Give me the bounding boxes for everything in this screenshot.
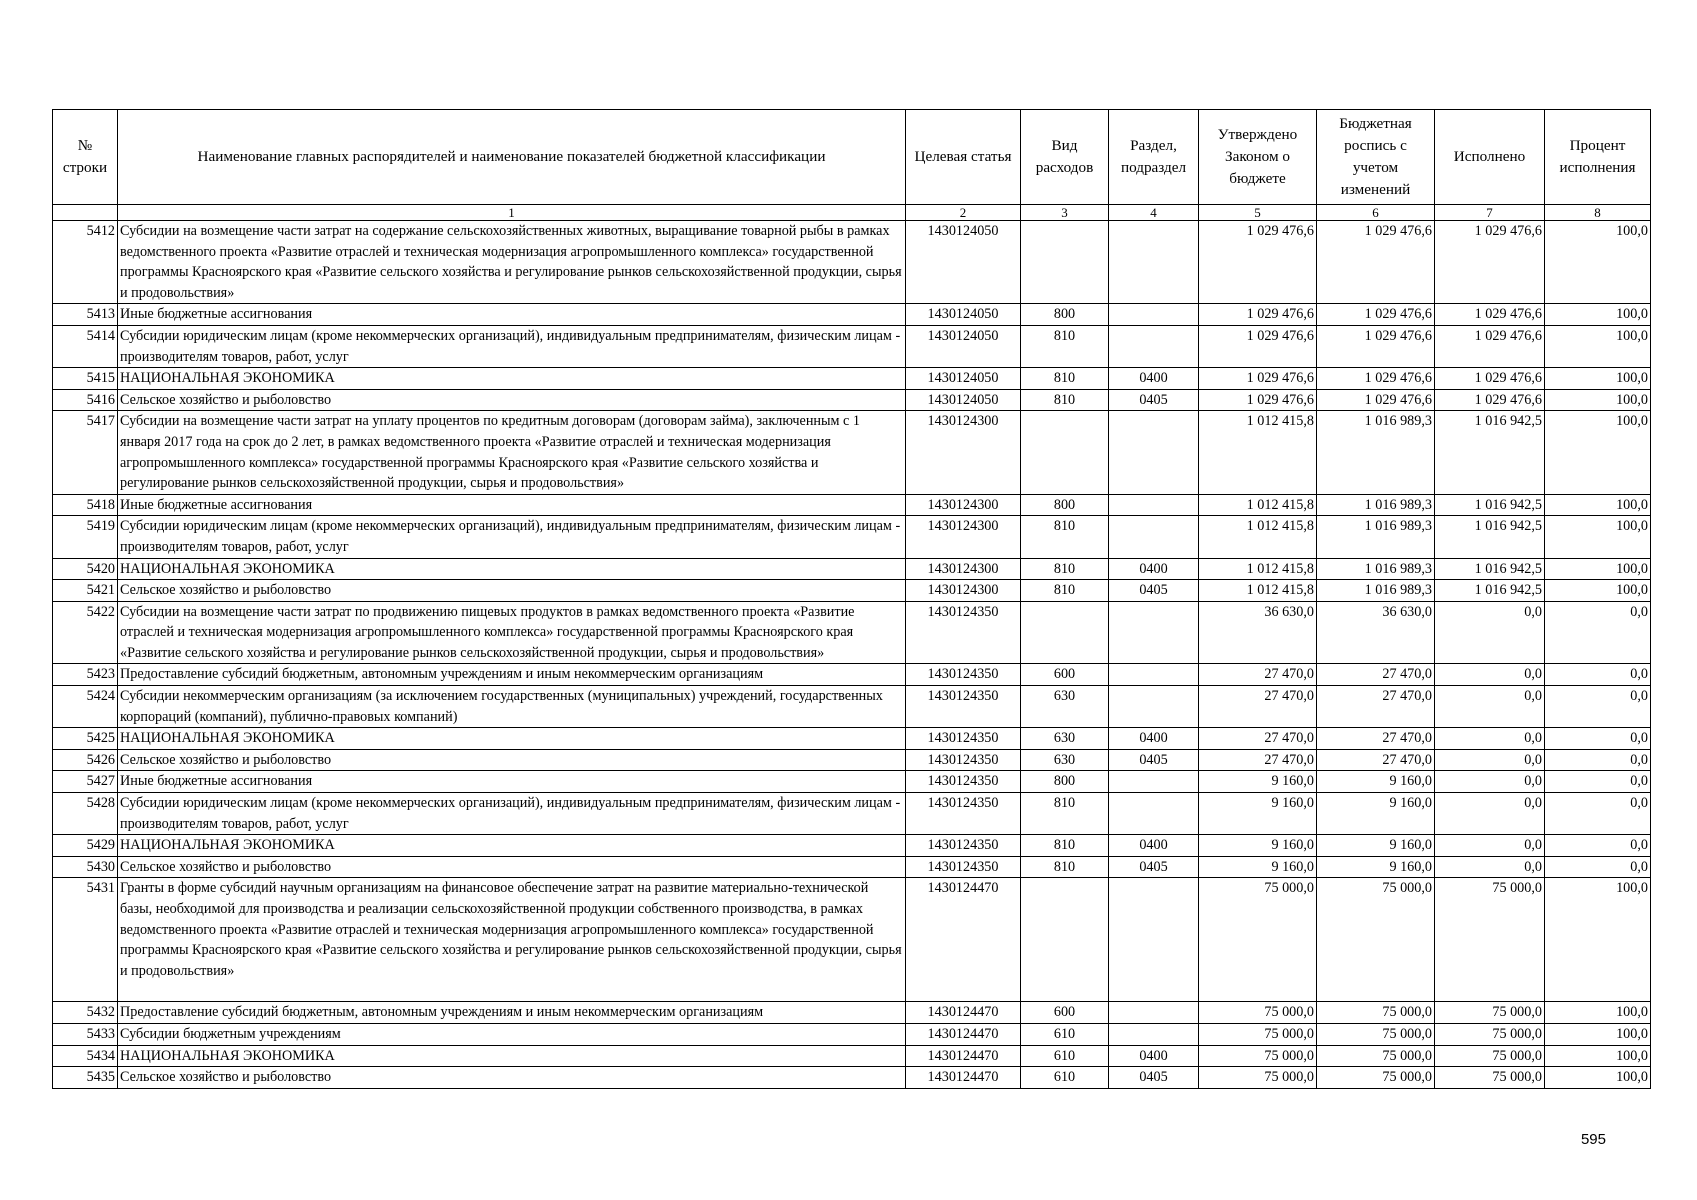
row-percent: 0,0	[1545, 728, 1651, 750]
row-number: 5414	[53, 325, 118, 367]
row-section	[1109, 411, 1199, 494]
table-row	[53, 1002, 1651, 1024]
page-number: 595	[1580, 1131, 1606, 1148]
row-budget: 75 000,0	[1317, 1002, 1435, 1024]
row-percent: 100,0	[1545, 516, 1651, 558]
row-target: 1430124350	[906, 835, 1021, 857]
row-approved: 1 029 476,6	[1199, 304, 1317, 326]
row-approved: 1 029 476,6	[1199, 221, 1317, 304]
row-section	[1109, 686, 1199, 728]
row-budget: 36 630,0	[1317, 601, 1435, 664]
row-section	[1109, 325, 1199, 367]
row-percent: 100,0	[1545, 325, 1651, 367]
row-approved: 75 000,0	[1199, 1002, 1317, 1024]
row-percent: 100,0	[1545, 304, 1651, 326]
row-target: 1430124050	[906, 325, 1021, 367]
table-row	[53, 728, 1651, 750]
row-number: 5429	[53, 835, 118, 857]
row-target: 1430124470	[906, 1067, 1021, 1089]
row-target: 1430124300	[906, 516, 1021, 558]
row-target: 1430124350	[906, 664, 1021, 686]
row-approved: 75 000,0	[1199, 1023, 1317, 1045]
row-percent: 0,0	[1545, 793, 1651, 835]
row-percent: 100,0	[1545, 580, 1651, 602]
row-name: Субсидии на возмещение части затрат на содержание сельскохозяйственных животных, выращивание товарной рыбы в рамках ведомственного проекта «Развитие отраслей и техническая модернизация агропромышленного комплекса» государственной программы Красноярского края «Развитие сельского хозяйства и регулирование рынков сельскохозяйственной продукции, сырья и продовольствия»	[118, 221, 906, 304]
row-section: 0405	[1109, 1067, 1199, 1089]
header-name: Наименование главных распорядителей и наименование показателей бюджетной классификации	[118, 110, 906, 205]
row-executed: 1 016 942,5	[1435, 580, 1545, 602]
row-percent: 0,0	[1545, 749, 1651, 771]
row-executed: 1 029 476,6	[1435, 389, 1545, 411]
row-target: 1430124350	[906, 771, 1021, 793]
row-number: 5424	[53, 686, 118, 728]
row-number: 5420	[53, 558, 118, 580]
row-name: Сельское хозяйство и рыболовство	[118, 749, 906, 771]
row-percent: 100,0	[1545, 1045, 1651, 1067]
row-name: НАЦИОНАЛЬНАЯ ЭКОНОМИКА	[118, 835, 906, 857]
row-number: 5430	[53, 856, 118, 878]
row-executed: 75 000,0	[1435, 1002, 1545, 1024]
row-type	[1021, 221, 1109, 304]
row-approved: 27 470,0	[1199, 749, 1317, 771]
table-row	[53, 749, 1651, 771]
column-numbers-row	[53, 205, 1651, 221]
row-section	[1109, 878, 1199, 1002]
row-approved: 1 012 415,8	[1199, 580, 1317, 602]
table-row	[53, 558, 1651, 580]
row-number: 5425	[53, 728, 118, 750]
header-section: Раздел, подраздел	[1109, 110, 1199, 205]
row-section: 0400	[1109, 1045, 1199, 1067]
row-name: Иные бюджетные ассигнования	[118, 494, 906, 516]
column-number: 2	[906, 205, 1021, 221]
row-budget: 27 470,0	[1317, 749, 1435, 771]
table-row	[53, 389, 1651, 411]
row-type	[1021, 411, 1109, 494]
table-row	[53, 835, 1651, 857]
row-executed: 0,0	[1435, 793, 1545, 835]
row-number: 5428	[53, 793, 118, 835]
row-approved: 1 012 415,8	[1199, 411, 1317, 494]
row-name: НАЦИОНАЛЬНАЯ ЭКОНОМИКА	[118, 728, 906, 750]
row-target: 1430124300	[906, 411, 1021, 494]
row-type: 600	[1021, 1002, 1109, 1024]
row-executed: 0,0	[1435, 686, 1545, 728]
row-executed: 0,0	[1435, 664, 1545, 686]
row-name: Субсидии юридическим лицам (кроме некоммерческих организаций), индивидуальным предпринимателям, физическим лицам - производителям товаров, работ, услуг	[118, 793, 906, 835]
row-type: 810	[1021, 389, 1109, 411]
row-type: 610	[1021, 1067, 1109, 1089]
row-approved: 1 012 415,8	[1199, 558, 1317, 580]
row-budget: 1 016 989,3	[1317, 516, 1435, 558]
row-approved: 75 000,0	[1199, 878, 1317, 1002]
row-percent: 100,0	[1545, 389, 1651, 411]
row-executed: 0,0	[1435, 771, 1545, 793]
row-type: 810	[1021, 580, 1109, 602]
row-percent: 100,0	[1545, 221, 1651, 304]
row-executed: 1 029 476,6	[1435, 368, 1545, 390]
row-budget: 1 029 476,6	[1317, 221, 1435, 304]
table-row	[53, 878, 1651, 1002]
row-number: 5427	[53, 771, 118, 793]
row-type: 600	[1021, 664, 1109, 686]
row-budget: 1 016 989,3	[1317, 411, 1435, 494]
row-executed: 1 016 942,5	[1435, 558, 1545, 580]
header-executed: Исполнено	[1435, 110, 1545, 205]
row-number: 5422	[53, 601, 118, 664]
row-name: Субсидии на возмещение части затрат по продвижению пищевых продуктов в рамках ведомственного проекта «Развитие отраслей и техническая модернизация агропромышленного комплекса» государственной программы Красноярского края «Развитие сельского хозяйства и регулирование рынков сельскохозяйственной продукции, сырья и продовольствия»	[118, 601, 906, 664]
row-target: 1430124300	[906, 558, 1021, 580]
row-budget: 9 160,0	[1317, 835, 1435, 857]
row-executed: 75 000,0	[1435, 878, 1545, 1002]
row-target: 1430124350	[906, 856, 1021, 878]
row-number: 5432	[53, 1002, 118, 1024]
table-row	[53, 1045, 1651, 1067]
row-executed: 75 000,0	[1435, 1067, 1545, 1089]
row-approved: 27 470,0	[1199, 686, 1317, 728]
row-name: Предоставление субсидий бюджетным, автономным учреждениям и иным некоммерческим организациям	[118, 664, 906, 686]
row-number: 5415	[53, 368, 118, 390]
table-header-row	[53, 110, 1651, 205]
row-section: 0400	[1109, 835, 1199, 857]
row-executed: 75 000,0	[1435, 1023, 1545, 1045]
row-budget: 1 029 476,6	[1317, 389, 1435, 411]
row-name: Сельское хозяйство и рыболовство	[118, 389, 906, 411]
row-type	[1021, 878, 1109, 1002]
row-name: Субсидии некоммерческим организациям (за исключением государственных (муниципальных) учреждений, государственных корпораций (компаний), публично-правовых компаний)	[118, 686, 906, 728]
row-budget: 1 016 989,3	[1317, 494, 1435, 516]
table-row	[53, 686, 1651, 728]
row-executed: 1 029 476,6	[1435, 325, 1545, 367]
row-executed: 75 000,0	[1435, 1045, 1545, 1067]
table-row	[53, 1023, 1651, 1045]
row-percent: 100,0	[1545, 878, 1651, 1002]
table-row	[53, 516, 1651, 558]
row-approved: 9 160,0	[1199, 771, 1317, 793]
row-number: 5413	[53, 304, 118, 326]
row-target: 1430124350	[906, 601, 1021, 664]
row-name: НАЦИОНАЛЬНАЯ ЭКОНОМИКА	[118, 368, 906, 390]
row-approved: 9 160,0	[1199, 835, 1317, 857]
row-section: 0405	[1109, 856, 1199, 878]
row-type: 810	[1021, 835, 1109, 857]
row-budget: 27 470,0	[1317, 664, 1435, 686]
row-name: Субсидии юридическим лицам (кроме некоммерческих организаций), индивидуальным предпринимателям, физическим лицам - производителям товаров, работ, услуг	[118, 516, 906, 558]
row-number: 5417	[53, 411, 118, 494]
row-executed: 1 016 942,5	[1435, 494, 1545, 516]
row-percent: 100,0	[1545, 1002, 1651, 1024]
table-row	[53, 494, 1651, 516]
table-row	[53, 368, 1651, 390]
header-target-article: Целевая статья	[906, 110, 1021, 205]
row-name: Субсидии бюджетным учреждениям	[118, 1023, 906, 1045]
row-type: 800	[1021, 771, 1109, 793]
table-row	[53, 1067, 1651, 1089]
row-name: Сельское хозяйство и рыболовство	[118, 856, 906, 878]
row-number: 5421	[53, 580, 118, 602]
row-type: 630	[1021, 686, 1109, 728]
row-section: 0405	[1109, 389, 1199, 411]
row-number: 5419	[53, 516, 118, 558]
row-approved: 27 470,0	[1199, 664, 1317, 686]
row-number: 5435	[53, 1067, 118, 1089]
table-row	[53, 664, 1651, 686]
row-target: 1430124470	[906, 1045, 1021, 1067]
row-budget: 9 160,0	[1317, 793, 1435, 835]
row-budget: 27 470,0	[1317, 686, 1435, 728]
row-section: 0405	[1109, 749, 1199, 771]
column-number: 5	[1199, 205, 1317, 221]
row-budget: 9 160,0	[1317, 856, 1435, 878]
row-approved: 1 029 476,6	[1199, 368, 1317, 390]
row-approved: 1 012 415,8	[1199, 494, 1317, 516]
row-type: 610	[1021, 1045, 1109, 1067]
row-budget: 1 016 989,3	[1317, 558, 1435, 580]
row-target: 1430124050	[906, 304, 1021, 326]
row-name: Субсидии на возмещение части затрат на уплату процентов по кредитным договорам (договорам займа), заключенным с 1 января 2017 года на срок до 2 лет, в рамках ведомственного проекта «Развитие отраслей и техническая модернизация агропромышленного комплекса» государственной программы Красноярского края «Развитие сельского хозяйства и регулирование рынков сельскохозяйственной продукции, сырья и продовольствия»	[118, 411, 906, 494]
row-executed: 1 016 942,5	[1435, 411, 1545, 494]
row-budget: 1 029 476,6	[1317, 368, 1435, 390]
row-section: 0400	[1109, 728, 1199, 750]
row-percent: 0,0	[1545, 856, 1651, 878]
table-row	[53, 793, 1651, 835]
row-percent: 100,0	[1545, 494, 1651, 516]
row-type: 630	[1021, 728, 1109, 750]
row-type: 800	[1021, 494, 1109, 516]
row-percent: 100,0	[1545, 1067, 1651, 1089]
row-section	[1109, 1023, 1199, 1045]
row-type: 810	[1021, 368, 1109, 390]
row-section	[1109, 516, 1199, 558]
row-type: 630	[1021, 749, 1109, 771]
row-executed: 0,0	[1435, 728, 1545, 750]
row-executed: 0,0	[1435, 856, 1545, 878]
row-number: 5412	[53, 221, 118, 304]
row-executed: 1 016 942,5	[1435, 516, 1545, 558]
row-approved: 9 160,0	[1199, 856, 1317, 878]
row-type: 810	[1021, 558, 1109, 580]
row-name: Иные бюджетные ассигнования	[118, 771, 906, 793]
table-row	[53, 221, 1651, 304]
table-row	[53, 411, 1651, 494]
row-target: 1430124050	[906, 389, 1021, 411]
row-type	[1021, 601, 1109, 664]
row-percent: 0,0	[1545, 686, 1651, 728]
row-section	[1109, 304, 1199, 326]
row-percent: 0,0	[1545, 601, 1651, 664]
row-name: Сельское хозяйство и рыболовство	[118, 1067, 906, 1089]
row-number: 5434	[53, 1045, 118, 1067]
row-section: 0405	[1109, 580, 1199, 602]
row-budget: 27 470,0	[1317, 728, 1435, 750]
row-section	[1109, 494, 1199, 516]
row-name: Сельское хозяйство и рыболовство	[118, 580, 906, 602]
row-executed: 0,0	[1435, 601, 1545, 664]
row-budget: 1 029 476,6	[1317, 304, 1435, 326]
row-name: Гранты в форме субсидий научным организациям на финансовое обеспечение затрат на развитие материально-технической базы, необходимой для производства и реализации сельскохозяйственной продукции собственного производства, в рамках ведомственного проекта «Развитие отраслей и техническая модернизация агропромышленного комплекса» государственной программы Красноярского края «Развитие сельского хозяйства и регулирование рынков сельскохозяйственной продукции, сырья и продовольствия»	[118, 878, 906, 1002]
column-number: 8	[1545, 205, 1651, 221]
column-number: 7	[1435, 205, 1545, 221]
table-row	[53, 304, 1651, 326]
row-section	[1109, 771, 1199, 793]
header-budget-list: Бюджетная роспись с учетом изменений	[1317, 110, 1435, 205]
row-section	[1109, 601, 1199, 664]
row-target: 1430124350	[906, 793, 1021, 835]
row-budget: 1 029 476,6	[1317, 325, 1435, 367]
row-target: 1430124300	[906, 580, 1021, 602]
row-section: 0400	[1109, 558, 1199, 580]
table-row	[53, 771, 1651, 793]
row-percent: 0,0	[1545, 835, 1651, 857]
row-budget: 75 000,0	[1317, 1045, 1435, 1067]
row-percent: 0,0	[1545, 664, 1651, 686]
row-name: Предоставление субсидий бюджетным, автономным учреждениям и иным некоммерческим организациям	[118, 1002, 906, 1024]
row-approved: 9 160,0	[1199, 793, 1317, 835]
row-target: 1430124350	[906, 749, 1021, 771]
row-number: 5423	[53, 664, 118, 686]
row-type: 800	[1021, 304, 1109, 326]
table-row	[53, 325, 1651, 367]
row-section	[1109, 793, 1199, 835]
row-target: 1430124470	[906, 1002, 1021, 1024]
column-number: 4	[1109, 205, 1199, 221]
row-executed: 1 029 476,6	[1435, 304, 1545, 326]
row-type: 810	[1021, 856, 1109, 878]
header-percent: Процент исполнения	[1545, 110, 1651, 205]
row-percent: 100,0	[1545, 1023, 1651, 1045]
table-row	[53, 580, 1651, 602]
row-budget: 1 016 989,3	[1317, 580, 1435, 602]
row-type: 810	[1021, 325, 1109, 367]
row-type: 810	[1021, 516, 1109, 558]
row-target: 1430124470	[906, 878, 1021, 1002]
row-target: 1430124050	[906, 368, 1021, 390]
row-executed: 0,0	[1435, 835, 1545, 857]
row-approved: 75 000,0	[1199, 1067, 1317, 1089]
row-approved: 1 029 476,6	[1199, 325, 1317, 367]
budget-execution-table	[52, 109, 1651, 1089]
row-type: 610	[1021, 1023, 1109, 1045]
row-section	[1109, 221, 1199, 304]
column-number: 1	[118, 205, 906, 221]
row-number: 5426	[53, 749, 118, 771]
row-number: 5431	[53, 878, 118, 1002]
row-name: НАЦИОНАЛЬНАЯ ЭКОНОМИКА	[118, 558, 906, 580]
table-body	[53, 221, 1651, 1089]
row-target: 1430124470	[906, 1023, 1021, 1045]
row-target: 1430124050	[906, 221, 1021, 304]
row-number: 5433	[53, 1023, 118, 1045]
row-approved: 1 029 476,6	[1199, 389, 1317, 411]
row-percent: 100,0	[1545, 558, 1651, 580]
row-section: 0400	[1109, 368, 1199, 390]
row-target: 1430124350	[906, 686, 1021, 728]
row-budget: 9 160,0	[1317, 771, 1435, 793]
header-row-number: № строки	[53, 110, 118, 205]
row-percent: 100,0	[1545, 368, 1651, 390]
row-type: 810	[1021, 793, 1109, 835]
column-number: 6	[1317, 205, 1435, 221]
row-name: НАЦИОНАЛЬНАЯ ЭКОНОМИКА	[118, 1045, 906, 1067]
row-approved: 27 470,0	[1199, 728, 1317, 750]
row-number: 5416	[53, 389, 118, 411]
row-section	[1109, 1002, 1199, 1024]
row-target: 1430124350	[906, 728, 1021, 750]
row-percent: 0,0	[1545, 771, 1651, 793]
row-budget: 75 000,0	[1317, 1067, 1435, 1089]
row-approved: 75 000,0	[1199, 1045, 1317, 1067]
column-number: 3	[1021, 205, 1109, 221]
row-name: Иные бюджетные ассигнования	[118, 304, 906, 326]
header-expense-type: Вид расходов	[1021, 110, 1109, 205]
row-executed: 0,0	[1435, 749, 1545, 771]
row-executed: 1 029 476,6	[1435, 221, 1545, 304]
row-budget: 75 000,0	[1317, 878, 1435, 1002]
row-budget: 75 000,0	[1317, 1023, 1435, 1045]
table-row	[53, 601, 1651, 664]
row-approved: 36 630,0	[1199, 601, 1317, 664]
row-approved: 1 012 415,8	[1199, 516, 1317, 558]
column-number-blank	[53, 205, 118, 221]
row-section	[1109, 664, 1199, 686]
header-approved: Утверждено Законом о бюджете	[1199, 110, 1317, 205]
row-name: Субсидии юридическим лицам (кроме некоммерческих организаций), индивидуальным предпринимателям, физическим лицам - производителям товаров, работ, услуг	[118, 325, 906, 367]
table-row	[53, 856, 1651, 878]
row-target: 1430124300	[906, 494, 1021, 516]
row-percent: 100,0	[1545, 411, 1651, 494]
row-number: 5418	[53, 494, 118, 516]
